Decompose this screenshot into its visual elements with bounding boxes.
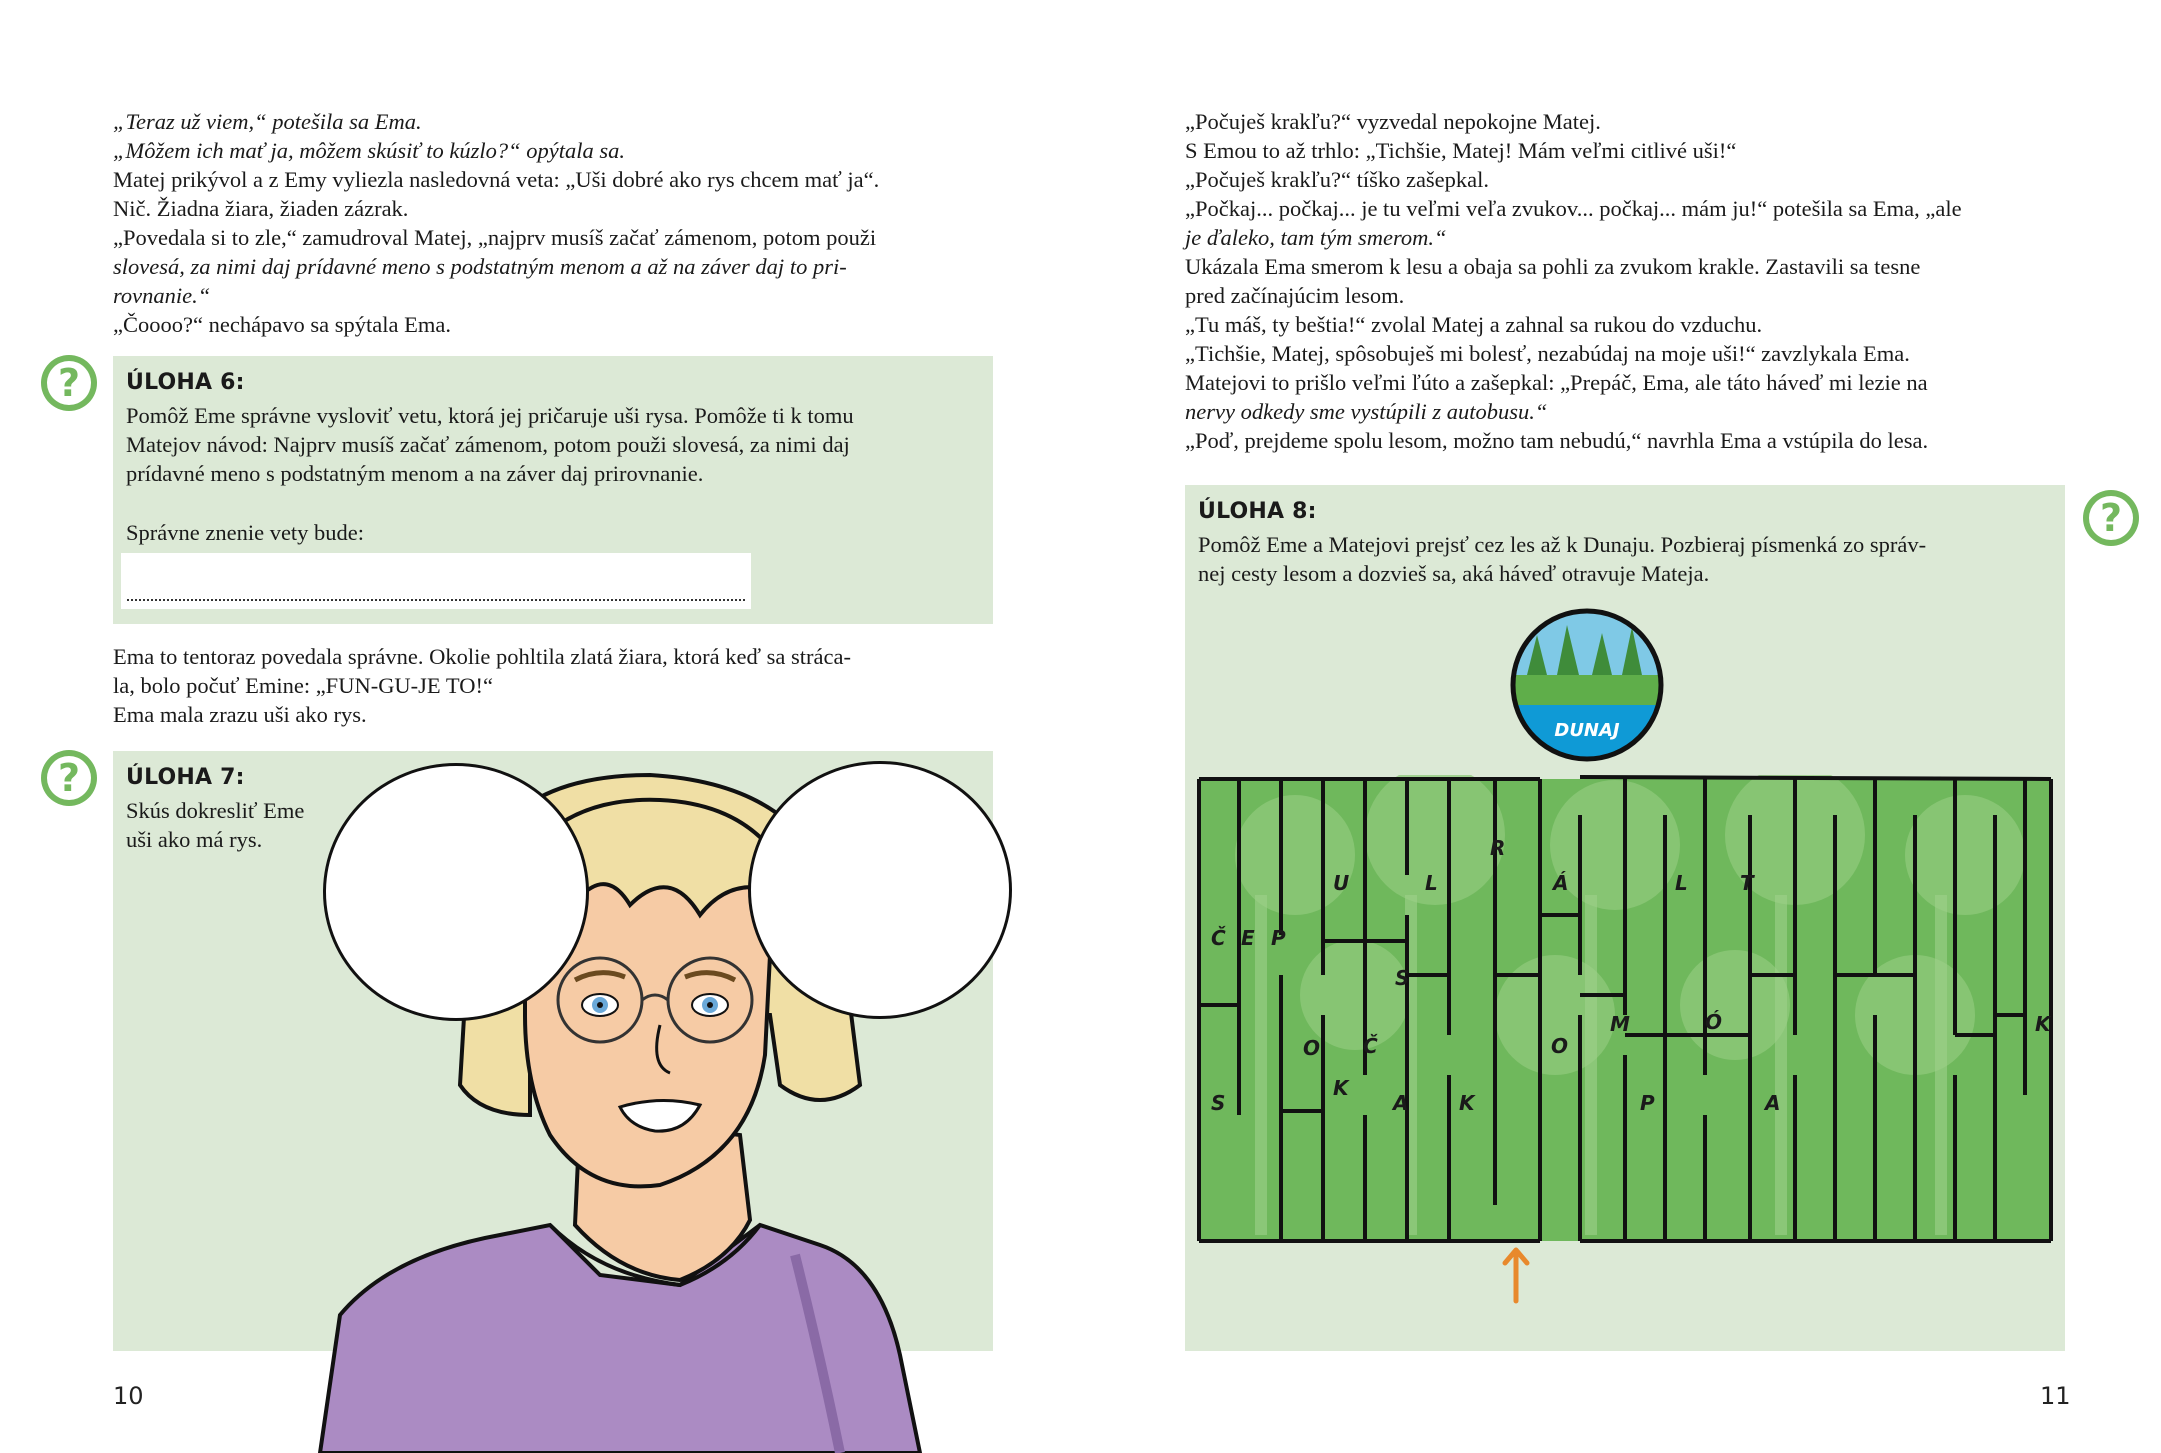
task6-answer-field[interactable] bbox=[121, 553, 751, 609]
story-line: „Počuješ krakľu?“ tíško zašepkal. bbox=[1185, 167, 1490, 192]
story-line: Matejovi to prišlo veľmi ľúto a zašepkal: „Prepáč, Ema, ale táto háveď mi lezie na bbox=[1185, 370, 1928, 395]
maze-letter: R bbox=[1490, 836, 1506, 860]
story-line: Ukázala Ema smerom k lesu a obaja sa pohli za zvukom krakle. Zastavili sa tesne bbox=[1185, 254, 1921, 279]
maze-letter: A bbox=[1765, 1091, 1781, 1115]
task6-line: prídavné meno s podstatným menom a na záver daj prirovnanie. bbox=[126, 461, 704, 486]
dunaj-label: DUNAJ bbox=[1554, 720, 1620, 741]
task6-instructions bbox=[126, 401, 854, 488]
maze-letter: S bbox=[1211, 1091, 1226, 1115]
story-line: „Počkaj... počkaj... je tu veľmi veľa zvukov... počkaj... mám ju!“ potešila sa Ema, „ale bbox=[1185, 196, 1962, 221]
task7-instructions bbox=[126, 796, 304, 854]
maze-letter: Ó bbox=[1705, 1010, 1723, 1034]
story-line: „Počuješ krakľu?“ vyzvedal nepokojne Matej. bbox=[1185, 109, 1601, 134]
story-line: „Čoooo?“ nechápavo sa spýtala Ema. bbox=[113, 312, 451, 337]
maze-letter: Č bbox=[1211, 926, 1226, 950]
story-line: je ďaleko, tam tým smerom.“ bbox=[1185, 225, 1447, 250]
ear-drawing-area-right[interactable] bbox=[748, 761, 1012, 1019]
right-story-top bbox=[1185, 107, 1962, 455]
task8-title: ÚLOHA 8: bbox=[1198, 499, 1317, 524]
dunaj-badge bbox=[1507, 605, 1667, 765]
maze-letter: O bbox=[1551, 1034, 1569, 1058]
maze-letter: K bbox=[1333, 1076, 1349, 1100]
story-line: „Tichšie, Matej, spôsobuješ mi bolesť, nezabúdaj na moje uši!“ zavzlykala Ema. bbox=[1185, 341, 1910, 366]
task6-line: Matejov návod: Najprv musíš začať zámenom, potom použi slovesá, za nimi daj bbox=[126, 432, 850, 457]
task6-title: ÚLOHA 6: bbox=[126, 370, 245, 395]
left-story-top bbox=[113, 107, 879, 339]
story-line: „Poď, prejdeme spolu lesom, možno tam nebudú,“ navrhla Ema a vstúpila do lesa. bbox=[1185, 428, 1929, 453]
task8-panel bbox=[1185, 485, 2065, 1351]
start-arrow-icon bbox=[1501, 1245, 1531, 1305]
task7-title: ÚLOHA 7: bbox=[126, 765, 245, 790]
maze-letter: S bbox=[1395, 966, 1410, 990]
maze-wall bbox=[1580, 777, 2051, 779]
task8-line: nej cesty lesom a dozvieš sa, aká háveď otravuje Mateja. bbox=[1198, 561, 1710, 586]
maze-letter: P bbox=[1640, 1091, 1655, 1115]
maze-letter: L bbox=[1425, 871, 1438, 895]
story-line: Ema mala zrazu uši ako rys. bbox=[113, 702, 367, 727]
maze-letter: T bbox=[1740, 871, 1754, 895]
maze-letter: K bbox=[1459, 1091, 1475, 1115]
task8-instructions bbox=[1198, 530, 1926, 588]
story-line: „Povedala si to zle,“ zamudroval Matej, „najprv musíš začať zámenom, potom použi bbox=[113, 225, 877, 250]
task6-panel bbox=[113, 356, 993, 624]
left-story-middle bbox=[113, 642, 851, 729]
maze-letter: Á bbox=[1553, 871, 1569, 895]
forest-maze[interactable] bbox=[1195, 775, 2055, 1245]
task8-line: Pomôž Eme a Matejovi prejsť cez les až k Dunaju. Pozbieraj písmenká zo správ- bbox=[1198, 532, 1927, 557]
task7-line: uši ako má rys. bbox=[126, 827, 263, 852]
maze-letter: P bbox=[1271, 926, 1286, 950]
maze-letter: L bbox=[1675, 871, 1688, 895]
maze-letter: Č bbox=[1363, 1034, 1378, 1058]
story-line: pred začínajúcim lesom. bbox=[1185, 283, 1405, 308]
story-line: Ema to tentoraz povedala správne. Okolie pohltila zlatá žiara, ktorá keď sa stráca- bbox=[113, 644, 851, 669]
story-line: „Tu máš, ty beštia!“ zvolal Matej a zahnal sa rukou do vzduchu. bbox=[1185, 312, 1763, 337]
maze-letter: M bbox=[1610, 1012, 1630, 1036]
story-line: Nič. Žiadna žiara, žiaden zázrak. bbox=[113, 196, 409, 221]
question-mark-icon: ? bbox=[41, 355, 97, 411]
story-line: slovesá, za nimi daj prídavné meno s podstatným menom a až na záver daj to pri- bbox=[113, 254, 847, 279]
story-line: Matej prikývol a z Emy vyliezla nasledovná veta: „Uši dobré ako rys chcem mať ja“. bbox=[113, 167, 880, 192]
page-number-right: 11 bbox=[2040, 1382, 2071, 1410]
ear-drawing-area-left[interactable] bbox=[323, 763, 589, 1021]
maze-letter: U bbox=[1333, 871, 1350, 895]
question-mark-icon: ? bbox=[2083, 490, 2139, 546]
story-line: „Teraz už viem,“ potešila sa Ema. bbox=[113, 109, 422, 134]
task7-line: Skús dokresliť Eme bbox=[126, 798, 305, 823]
story-line: nervy odkedy sme vystúpili z autobusu.“ bbox=[1185, 399, 1548, 424]
maze-letter: E bbox=[1241, 926, 1255, 950]
page-number-left: 10 bbox=[113, 1382, 144, 1410]
story-line: „Môžem ich mať ja, môžem skúsiť to kúzlo?“ opýtala sa. bbox=[113, 138, 625, 163]
maze-letter: O bbox=[1303, 1036, 1321, 1060]
story-line: la, bolo počuť Emine: „FUN-GU-JE TO!“ bbox=[113, 673, 493, 698]
task6-answer-label: Správne znenie vety bude: bbox=[126, 520, 365, 545]
task6-line: Pomôž Eme správne vysloviť vetu, ktorá jej pričaruje uši rysa. Pomôže ti k tomu bbox=[126, 403, 854, 428]
story-line: rovnanie.“ bbox=[113, 283, 211, 308]
story-line: S Emou to až trhlo: „Tichšie, Matej! Mám veľmi citlivé uši!“ bbox=[1185, 138, 1737, 163]
maze-letter: A bbox=[1393, 1091, 1409, 1115]
maze-letter: K bbox=[2035, 1012, 2051, 1036]
question-mark-icon: ? bbox=[41, 750, 97, 806]
